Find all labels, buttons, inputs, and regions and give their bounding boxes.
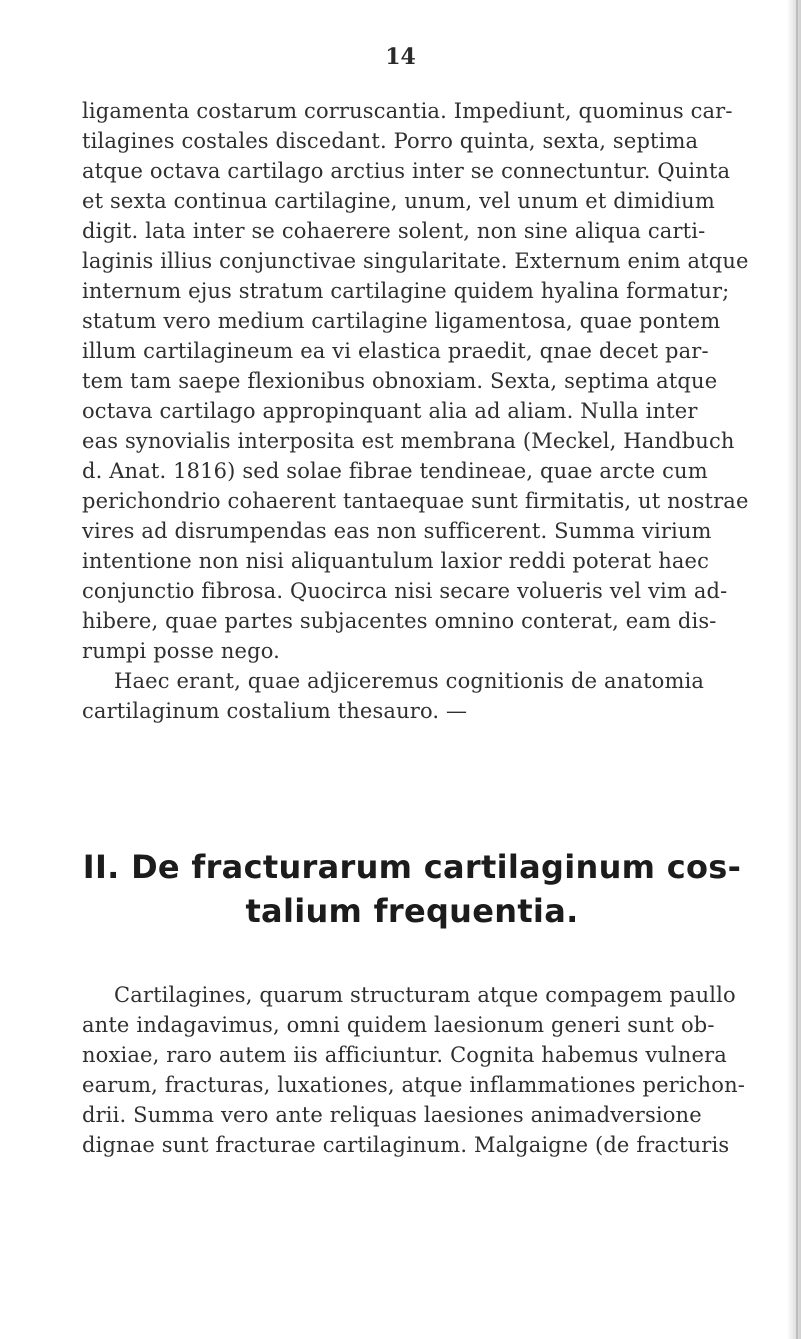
- text-line: atque octava cartilago arctius inter se connectuntur. Quinta: [82, 159, 731, 183]
- text-line: laginis illius conjunctivae singularitate. Externum enim atque: [82, 249, 749, 273]
- text-line: eas synovialis interposita est membrana (Meckel, Handbuch: [82, 429, 735, 453]
- text-line: tilagines costales discedant. Porro quinta, sexta, septima: [82, 129, 699, 153]
- text-line: conjunctio fibrosa. Quocirca nisi secare volueris vel vim ad-: [82, 579, 728, 603]
- text-line: octava cartilago appropinquant alia ad aliam. Nulla inter: [82, 399, 698, 423]
- text-line: digit. lata inter se cohaerere solent, non sine aliqua carti-: [82, 219, 706, 243]
- text-line: rumpi posse nego.: [82, 639, 280, 663]
- section-heading-line: II. De fracturarum cartilaginum cos-: [82, 848, 742, 886]
- text-line: et sexta continua cartilagine, unum, vel unum et dimidium: [82, 189, 715, 213]
- main-text: [82, 96, 749, 726]
- text-line: earum, fracturas, luxationes, atque inflammationes perichon-: [82, 1073, 746, 1097]
- text-line: perichondrio cohaerent tantaequae sunt firmitatis, ut nostrae: [82, 489, 749, 513]
- text-line: drii. Summa vero ante reliquas laesiones animadversione: [82, 1103, 702, 1127]
- text-line: intentione non nisi aliquantulum laxior reddi poterat haec: [82, 549, 710, 573]
- text-line: vires ad disrumpendas eas non sufficerent. Summa virium: [82, 519, 712, 543]
- text-line: ante indagavimus, omni quidem laesionum generi sunt ob-: [82, 1013, 715, 1037]
- text-line: ligamenta costarum corruscantia. Impediunt, quominus car-: [82, 99, 733, 123]
- page-edge-shadow: [787, 0, 801, 1339]
- section-text: [82, 980, 746, 1160]
- text-line: internum ejus stratum cartilagine quidem hyalina formatur;: [82, 279, 730, 303]
- text-line: cartilaginum costalium thesauro. —: [82, 699, 468, 723]
- text-line: illum cartilagineum ea vi elastica praedit, qnae decet par-: [82, 339, 709, 363]
- page-number: 14: [385, 44, 416, 70]
- text-line: statum vero medium cartilagine ligamentosa, quae pontem: [82, 309, 721, 333]
- text-line: Cartilagines, quarum structuram atque compagem paullo: [114, 983, 736, 1007]
- text-line: noxiae, raro autem iis afficiuntur. Cognita habemus vulnera: [82, 1043, 727, 1067]
- text-line: tem tam saepe flexionibus obnoxiam. Sexta, septima atque: [82, 369, 718, 393]
- text-line: hibere, quae partes subjacentes omnino conterat, eam dis-: [82, 609, 717, 633]
- section-heading-line: talium frequentia.: [245, 892, 579, 930]
- page-edge-line: [796, 0, 798, 1339]
- section-heading: [82, 845, 742, 933]
- text-line: d. Anat. 1816) sed solae fibrae tendineae, quae arcte cum: [82, 459, 708, 483]
- text-line: dignae sunt fracturae cartilaginum. Malgaigne (de fracturis: [82, 1133, 730, 1157]
- text-line: Haec erant, quae adjiceremus cognitionis de anatomia: [114, 669, 705, 693]
